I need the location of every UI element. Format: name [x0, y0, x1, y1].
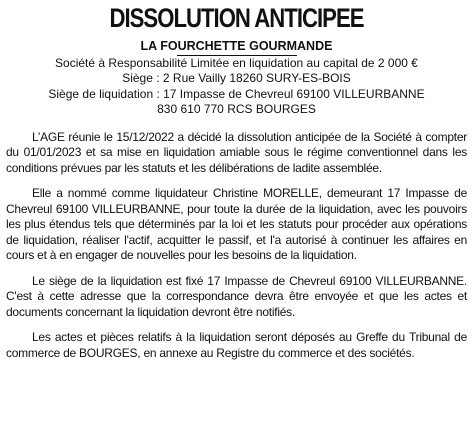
company-name: LA FOURCHETTE GOURMANDE: [140, 39, 333, 53]
company-rcs: 830 610 770 RCS BOURGES: [157, 102, 316, 116]
notice-title: DISSOLUTION ANTICIPEE: [109, 3, 364, 33]
company-header: [6, 39, 467, 118]
legal-notice: [6, 0, 467, 361]
company-legal-form: Société à Responsabilité Limitée en liquidation au capital de 2 000 €: [55, 55, 418, 70]
paragraph-liquidator: Elle a nommé comme liquidateur Christine MORELLE, demeurant 17 Impasse de Chevreul 69100 VILLEURBANNE, pour toute la durée de la liquidation, avec les pouvoirs les plus étendus tels que déterminés par la loi et les statuts pour procéder aux opérations de liquidation, réaliser l'actif, acquitter le passif, et l'a autorisé à continuer les affaires en cours et à en engager de nouvelles pour les besoins de la liquidation.: [6, 186, 467, 262]
paragraph-filing: Les actes et pièces relatifs à la liquidation seront déposés au Greffe du Tribunal de commerce de BOURGES, en annexe au Registre du commerce et des sociétés.: [6, 330, 467, 360]
paragraph-liquidation-seat: Le siège de la liquidation est fixé 17 Impasse de Chevreul 69100 VILLEURBANNE. C'est à cette adresse que la correspondance devra être envoyée et que les actes et documents concernant la liquidation devront être notifiés.: [6, 273, 467, 319]
company-seat: Siège : 2 Rue Vailly 18260 SURY-ES-BOIS: [122, 71, 351, 85]
company-liquidation-seat: Siège de liquidation : 17 Impasse de Chevreul 69100 VILLEURBANNE: [48, 86, 425, 101]
paragraph-dissolution: L’AGE réunie le 15/12/2022 a décidé la dissolution anticipée de la Société à compter du 01/01/2023 et sa mise en liquidation amiable sous le régime conventionnel dans les conditions prévues par les statuts et les délibérations de ladite assemblée.: [6, 129, 467, 175]
